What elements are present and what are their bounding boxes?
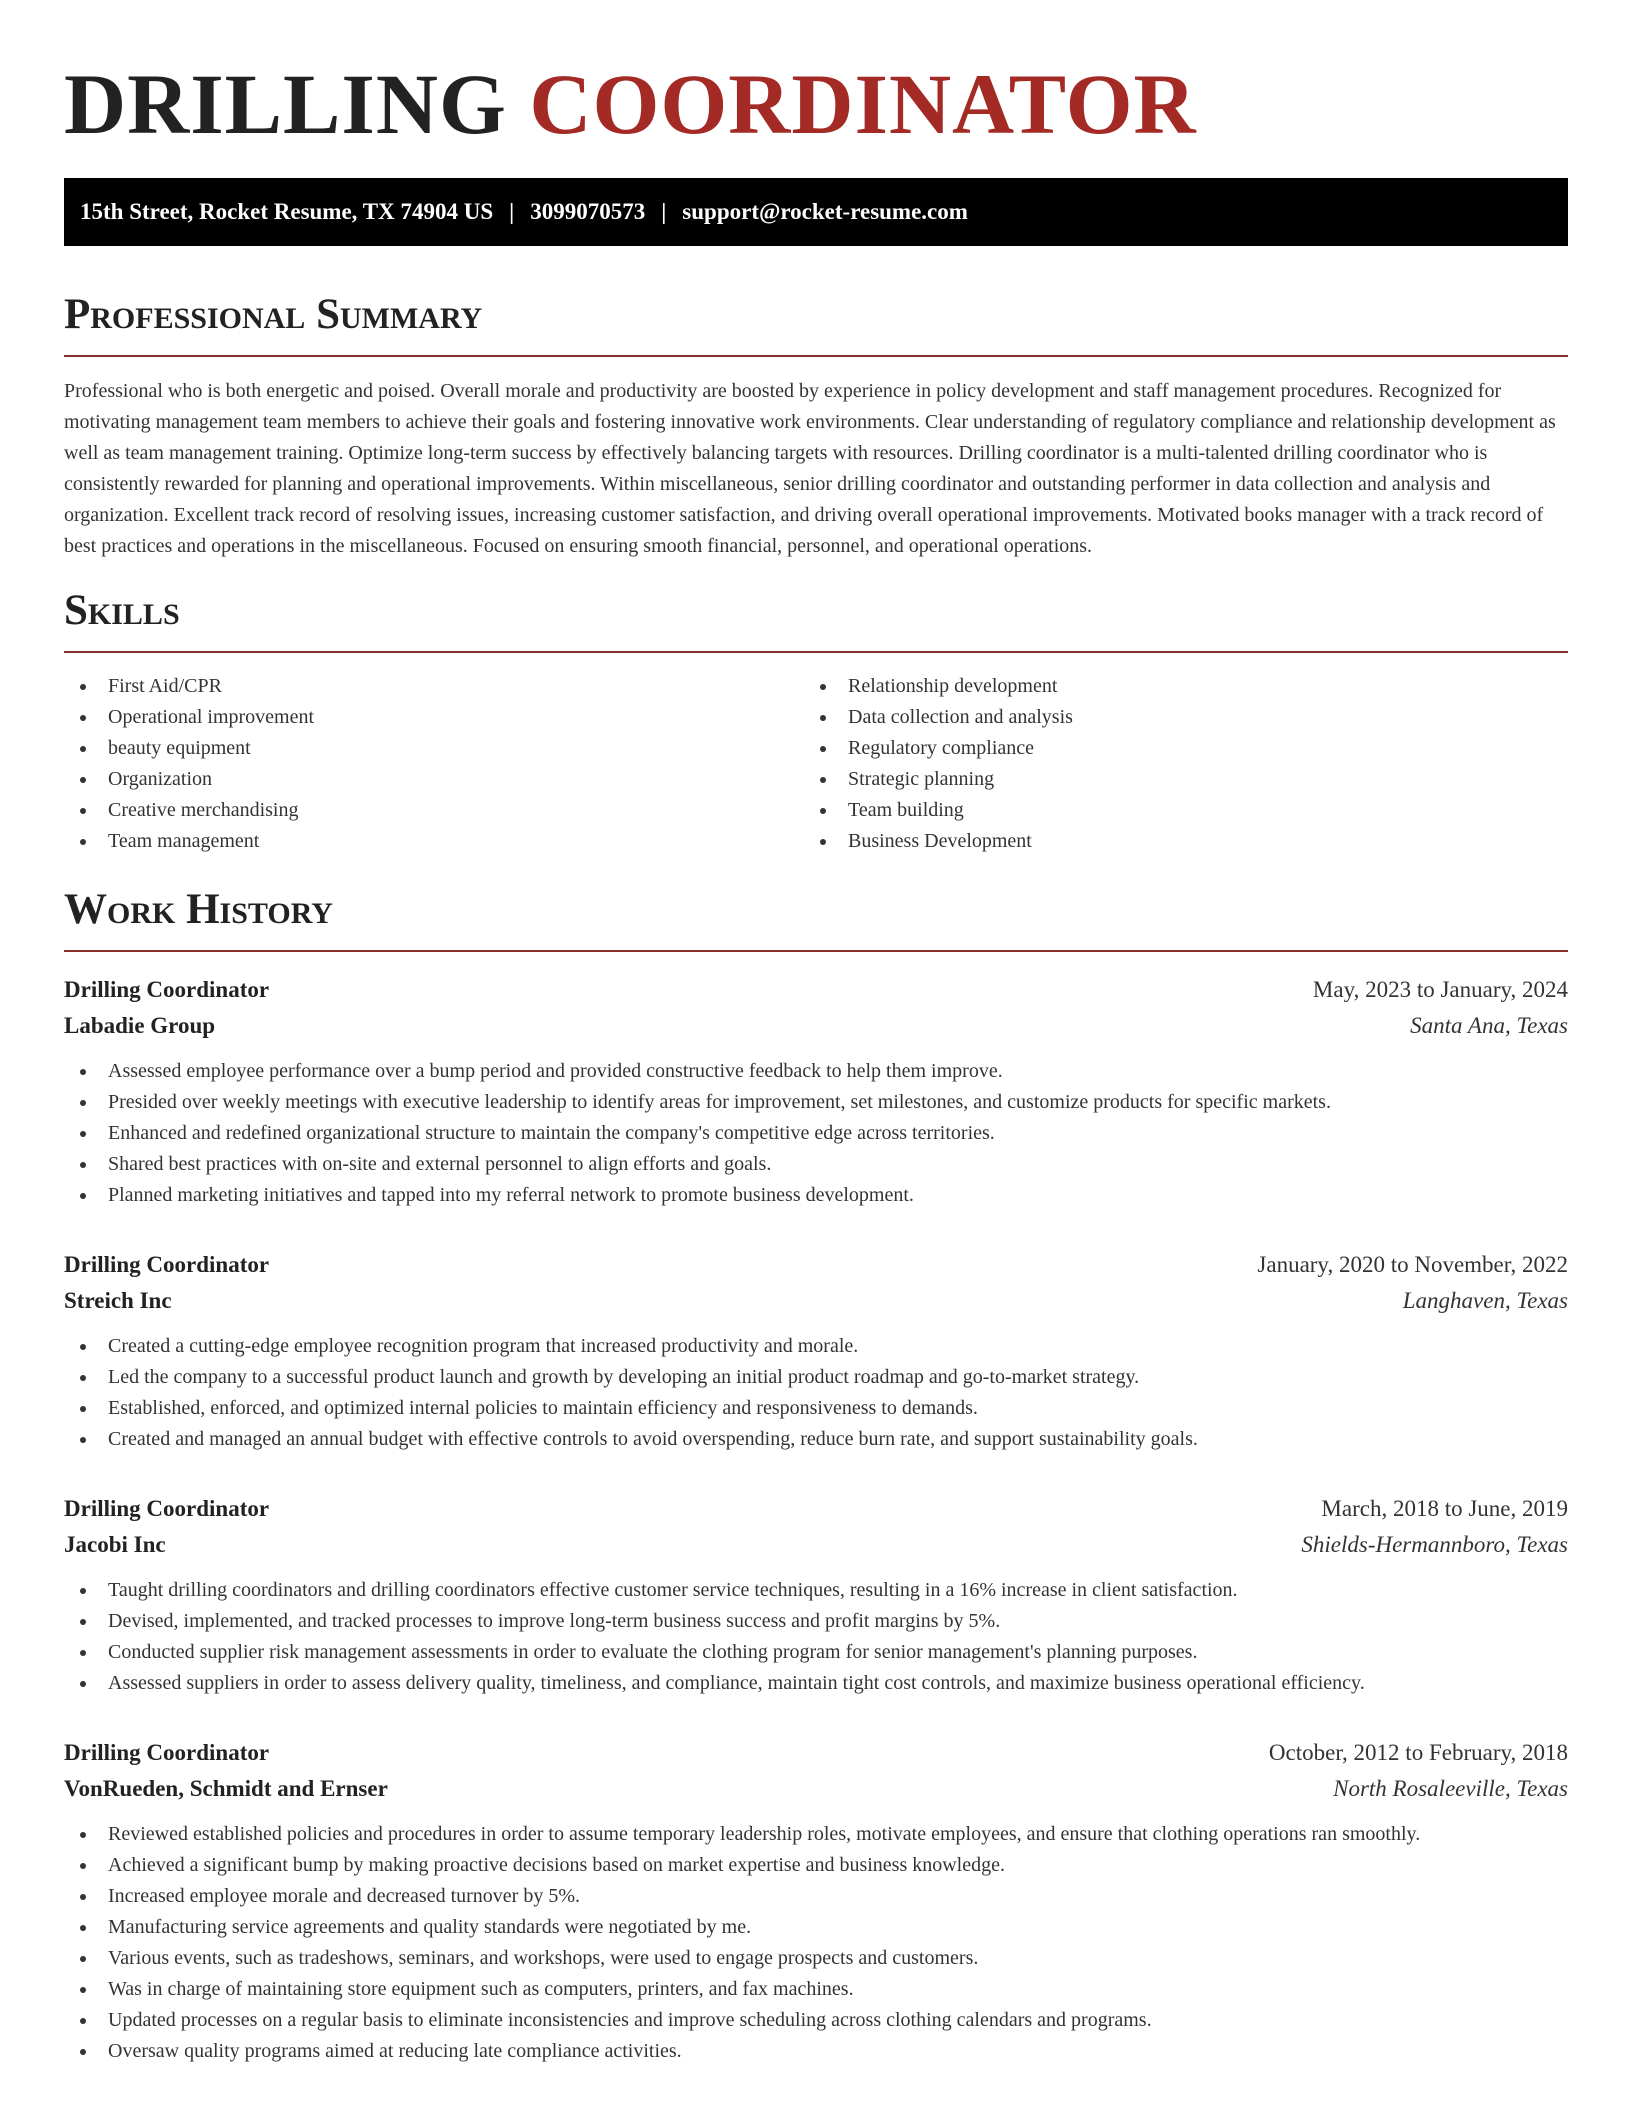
contact-phone: 3099070573 xyxy=(530,199,646,224)
title-second-word: COORDINATOR xyxy=(529,56,1197,152)
job-bullet: Led the company to a successful product launch and growth by developing an initial product roadmap and go-to-market strategy. xyxy=(80,1362,1568,1393)
skill-item: First Aid/CPR xyxy=(80,671,804,702)
job-bullet: Created and managed an annual budget with effective controls to avoid overspending, reduce burn rate, and support sustainability goals. xyxy=(80,1424,1568,1455)
skill-item: Team management xyxy=(80,826,804,857)
skill-item: Creative merchandising xyxy=(80,795,804,826)
skill-item: Relationship development xyxy=(820,671,1544,702)
skills-grid xyxy=(64,671,1568,857)
job-header-row xyxy=(64,1735,1568,1771)
job-bullet-list xyxy=(64,1056,1568,1211)
section-heading-skills: Skills xyxy=(64,587,180,634)
job-location: North Rosaleeville, Texas xyxy=(1333,1776,1568,1801)
job-company: Labadie Group xyxy=(64,1013,216,1038)
job-company: VonRueden, Schmidt and Ernser xyxy=(64,1776,388,1801)
job-company-row xyxy=(64,1283,1568,1319)
job-bullet: Conducted supplier risk management assessments in order to evaluate the clothing program for senior management's planning purposes. xyxy=(80,1637,1568,1668)
section-heading-work-history: Work History xyxy=(64,886,333,933)
job-location: Shields-Hermannboro, Texas xyxy=(1301,1532,1568,1557)
job-bullet: Shared best practices with on-site and external personnel to align efforts and goals. xyxy=(80,1149,1568,1180)
skills-list-right xyxy=(804,671,1544,857)
job-header-row xyxy=(64,1247,1568,1283)
work-history-section xyxy=(64,885,1568,2067)
resume-title xyxy=(64,54,1568,154)
job-location: Langhaven, Texas xyxy=(1402,1288,1568,1313)
skill-item: Business Development xyxy=(820,826,1544,857)
job-bullet: Achieved a significant bump by making proactive decisions based on market expertise and business knowledge. xyxy=(80,1850,1568,1881)
job-dates: May, 2023 to January, 2024 xyxy=(1312,977,1568,1002)
job-bullet: Updated processes on a regular basis to eliminate inconsistencies and improve scheduling across clothing calendars and programs. xyxy=(80,2005,1568,2036)
job-dates: March, 2018 to June, 2019 xyxy=(1321,1496,1568,1521)
job-bullet: Various events, such as tradeshows, seminars, and workshops, were used to engage prospects and customers. xyxy=(80,1943,1568,1974)
job-entry xyxy=(64,1247,1568,1455)
job-company-row xyxy=(64,1527,1568,1563)
skill-item: beauty equipment xyxy=(80,733,804,764)
job-bullet: Devised, implemented, and tracked processes to improve long-term business success and profit margins by 5%. xyxy=(80,1606,1568,1637)
job-company: Jacobi Inc xyxy=(64,1532,166,1557)
job-company: Streich Inc xyxy=(64,1288,172,1313)
summary-paragraph: Professional who is both energetic and poised. Overall morale and productivity are boosted by experience in policy development and staff management procedures. Recognized for motivating management team members to achieve their goals and fostering innovative work environments. Clear understanding of regulatory compliance and relationship development as well as team management training. Optimize long-term success by effectively balancing targets with resources. Drilling coordinator is a multi-talented drilling coordinator who is consistently rewarded for planning and operational improvements. Within miscellaneous, senior drilling coordinator and outstanding performer in data collection and analysis and organization. Excellent track record of resolving issues, increasing customer satisfaction, and driving overall operational improvements. Motivated books manager with a track record of best practices and operations in the miscellaneous. Focused on ensuring smooth financial, personnel, and operational operations. xyxy=(64,380,1556,557)
job-bullet: Planned marketing initiatives and tapped into my referral network to promote business development. xyxy=(80,1180,1568,1211)
section-heading-summary: Professional Summary xyxy=(64,291,483,338)
job-bullet: Increased employee morale and decreased turnover by 5%. xyxy=(80,1881,1568,1912)
skill-item: Data collection and analysis xyxy=(820,702,1544,733)
section-divider xyxy=(64,651,1568,653)
job-bullet: Manufacturing service agreements and quality standards were negotiated by me. xyxy=(80,1912,1568,1943)
job-header-row xyxy=(64,1491,1568,1527)
job-bullet: Established, enforced, and optimized internal policies to maintain efficiency and responsiveness to demands. xyxy=(80,1393,1568,1424)
job-dates: January, 2020 to November, 2022 xyxy=(1257,1252,1568,1277)
job-bullet: Enhanced and redefined organizational structure to maintain the company's competitive edge across territories. xyxy=(80,1118,1568,1149)
contact-bar xyxy=(64,178,1568,246)
job-entry xyxy=(64,972,1568,1211)
job-company-row xyxy=(64,1771,1568,1807)
job-bullet-list xyxy=(64,1575,1568,1699)
job-bullet: Was in charge of maintaining store equipment such as computers, printers, and fax machines. xyxy=(80,1974,1568,2005)
job-title: Drilling Coordinator xyxy=(64,1252,270,1277)
job-bullet: Oversaw quality programs aimed at reducing late compliance activities. xyxy=(80,2036,1568,2067)
job-location: Santa Ana, Texas xyxy=(1410,1013,1568,1038)
job-bullet-list xyxy=(64,1331,1568,1455)
contact-email: support@rocket-resume.com xyxy=(682,199,968,224)
section-divider xyxy=(64,950,1568,952)
skill-item: Organization xyxy=(80,764,804,795)
job-title: Drilling Coordinator xyxy=(64,977,270,1002)
job-bullet: Assessed employee performance over a bump period and provided constructive feedback to help them improve. xyxy=(80,1056,1568,1087)
job-title: Drilling Coordinator xyxy=(64,1740,270,1765)
section-divider xyxy=(64,355,1568,357)
skill-item: Strategic planning xyxy=(820,764,1544,795)
contact-separator: | xyxy=(661,199,667,224)
job-entry xyxy=(64,1491,1568,1699)
skill-item: Regulatory compliance xyxy=(820,733,1544,764)
job-header-row xyxy=(64,972,1568,1008)
skills-section xyxy=(64,586,1568,857)
job-dates: October, 2012 to February, 2018 xyxy=(1268,1740,1568,1765)
job-bullet: Assessed suppliers in order to assess delivery quality, timeliness, and compliance, maintain tight cost controls, and maximize business operational efficiency. xyxy=(80,1668,1568,1699)
professional-summary-section xyxy=(64,290,1568,562)
job-bullet: Created a cutting-edge employee recognition program that increased productivity and morale. xyxy=(80,1331,1568,1362)
job-bullet: Reviewed established policies and procedures in order to assume temporary leadership roles, motivate employees, and ensure that clothing operations ran smoothly. xyxy=(80,1819,1568,1850)
job-company-row xyxy=(64,1008,1568,1044)
job-bullet: Presided over weekly meetings with executive leadership to identify areas for improvement, set milestones, and customize products for specific markets. xyxy=(80,1087,1568,1118)
job-title: Drilling Coordinator xyxy=(64,1496,270,1521)
job-bullet: Taught drilling coordinators and drilling coordinators effective customer service techniques, resulting in a 16% increase in client satisfaction. xyxy=(80,1575,1568,1606)
skill-item: Team building xyxy=(820,795,1544,826)
skills-list-left xyxy=(64,671,804,857)
job-bullet-list xyxy=(64,1819,1568,2067)
contact-address: 15th Street, Rocket Resume, TX 74904 US xyxy=(80,199,494,224)
title-first-word: DRILLING xyxy=(64,56,507,152)
job-entry xyxy=(64,1735,1568,2067)
contact-separator: | xyxy=(509,199,515,224)
skill-item: Operational improvement xyxy=(80,702,804,733)
